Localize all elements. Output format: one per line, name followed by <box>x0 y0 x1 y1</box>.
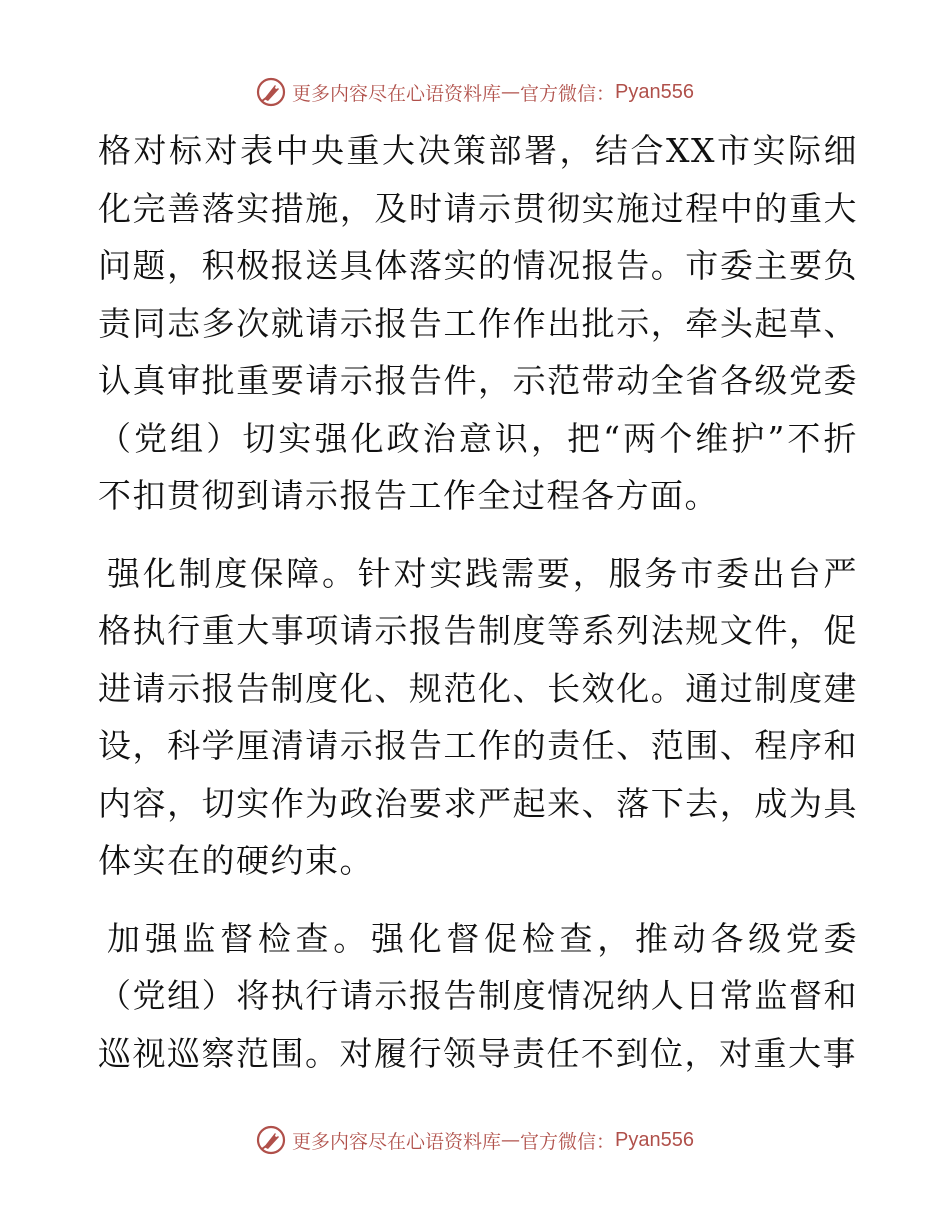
document-body <box>98 122 858 1082</box>
footer-separator: — <box>501 1129 521 1151</box>
body-paragraph-3: 加强监督检查。强化督促检查，推动各级党委（党组）将执行请示报告制度情况纳人日常监督和巡视巡察范围。对履行领导责任不到位，对重大事 <box>98 918 858 1073</box>
header-separator: — <box>501 81 521 103</box>
header-banner <box>0 72 950 112</box>
footer-wechat-id: Pyan556 <box>615 1128 694 1151</box>
header-brand-text: 更多内容尽在心语资料库 <box>292 82 502 105</box>
body-paragraph-1: 格对标对表中央重大决策部署，结合XX市实际细化完善落实措施，及时请示贯彻实施过程中的重大问题，积极报送具体落实的情况报告。市委主要负责同志多次就请示报告工作作出批示，牵头起草、认真审批重要请示报告件，示范带动全省各级党委（党组）切实强化政治意识，把“两个维护”不折不扣贯彻到请示报告工作全过程各方面。 <box>98 131 858 515</box>
footer-wechat-label: 官方微信： <box>520 1130 616 1153</box>
header-wechat-id: Pyan556 <box>615 80 694 103</box>
body-paragraph-2: 强化制度保障。针对实践需要，服务市委出台严格执行重大事项请示报告制度等系列法规文件，促进请示报告制度化、规范化、长效化。通过制度建设，科学厘清请示报告工作的责任、范围、程序和内容，切实作为政治要求严起来、落下去，成为具体实在的硬约束。 <box>98 553 858 880</box>
footer-brand-text: 更多内容尽在心语资料库 <box>292 1130 502 1153</box>
header-wechat-label: 官方微信： <box>520 82 616 105</box>
pen-nib-logo-icon <box>256 77 286 107</box>
pen-nib-logo-icon <box>256 1125 286 1155</box>
footer-banner <box>0 1120 950 1160</box>
